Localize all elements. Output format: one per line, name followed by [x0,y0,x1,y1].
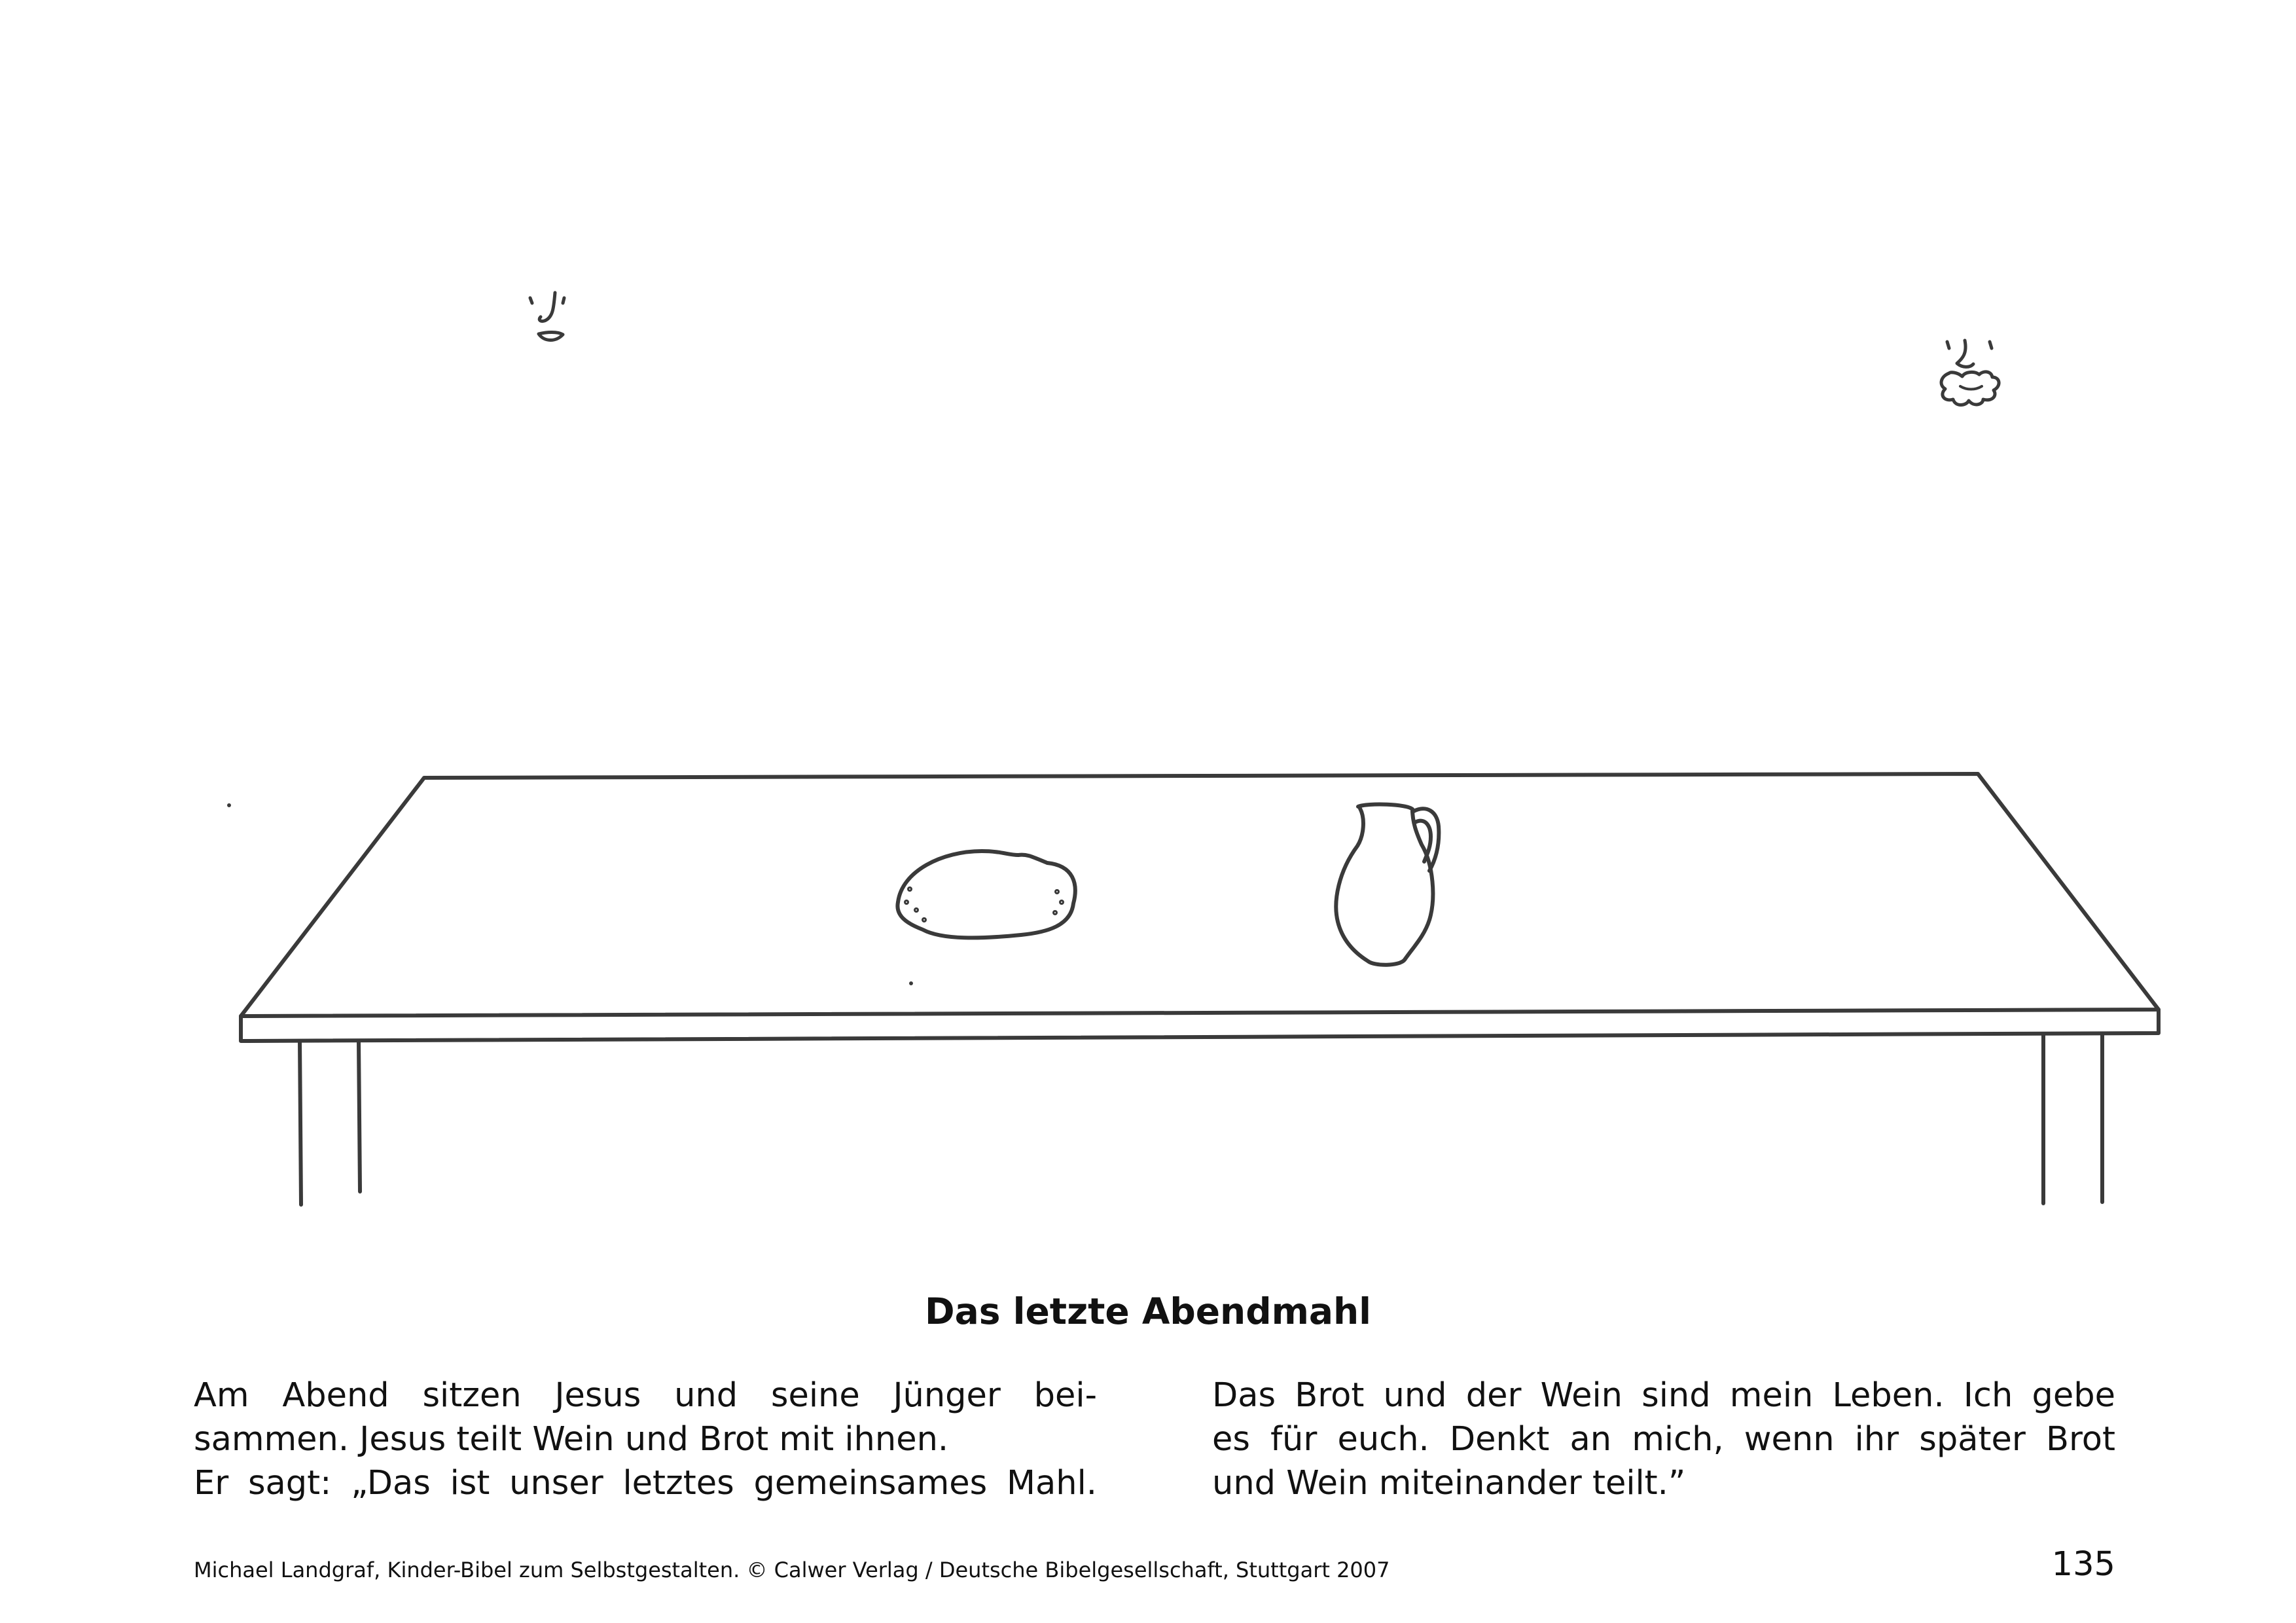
jug-icon [1336,805,1439,965]
story-line: Er sagt: „Das ist unser letztes gemeinsames Mahl. [194,1464,1097,1503]
story-line: Das Brot und der Wein sind mein Leben. Ich gebe [1212,1376,2115,1415]
story-line: Am Abend sitzen Jesus und seine Jünger bei- [194,1376,1097,1415]
page-number: 135 [2051,1545,2115,1584]
story-line: sammen. Jesus teilt Wein und Brot mit ihnen. [194,1420,949,1459]
story-line: und Wein miteinander teilt.” [1212,1464,1686,1503]
story-text-left-column [194,1374,1097,1505]
bread-icon [897,851,1075,938]
face-left-icon [530,293,564,340]
story-line: es für euch. Denkt an mich, wenn ihr später Brot [1212,1420,2115,1459]
face-right-bearded-icon [1941,340,1999,405]
copyright-credit: Michael Landgraf, Kinder-Bibel zum Selbstgestalten. © Calwer Verlag / Deutsche Bibelgesellschaft, Stuttgart 2007 [194,1558,1390,1582]
story-text-right-column [1212,1374,2115,1505]
table [228,774,2159,1205]
page-title: Das letzte Abendmahl [924,1290,1372,1332]
